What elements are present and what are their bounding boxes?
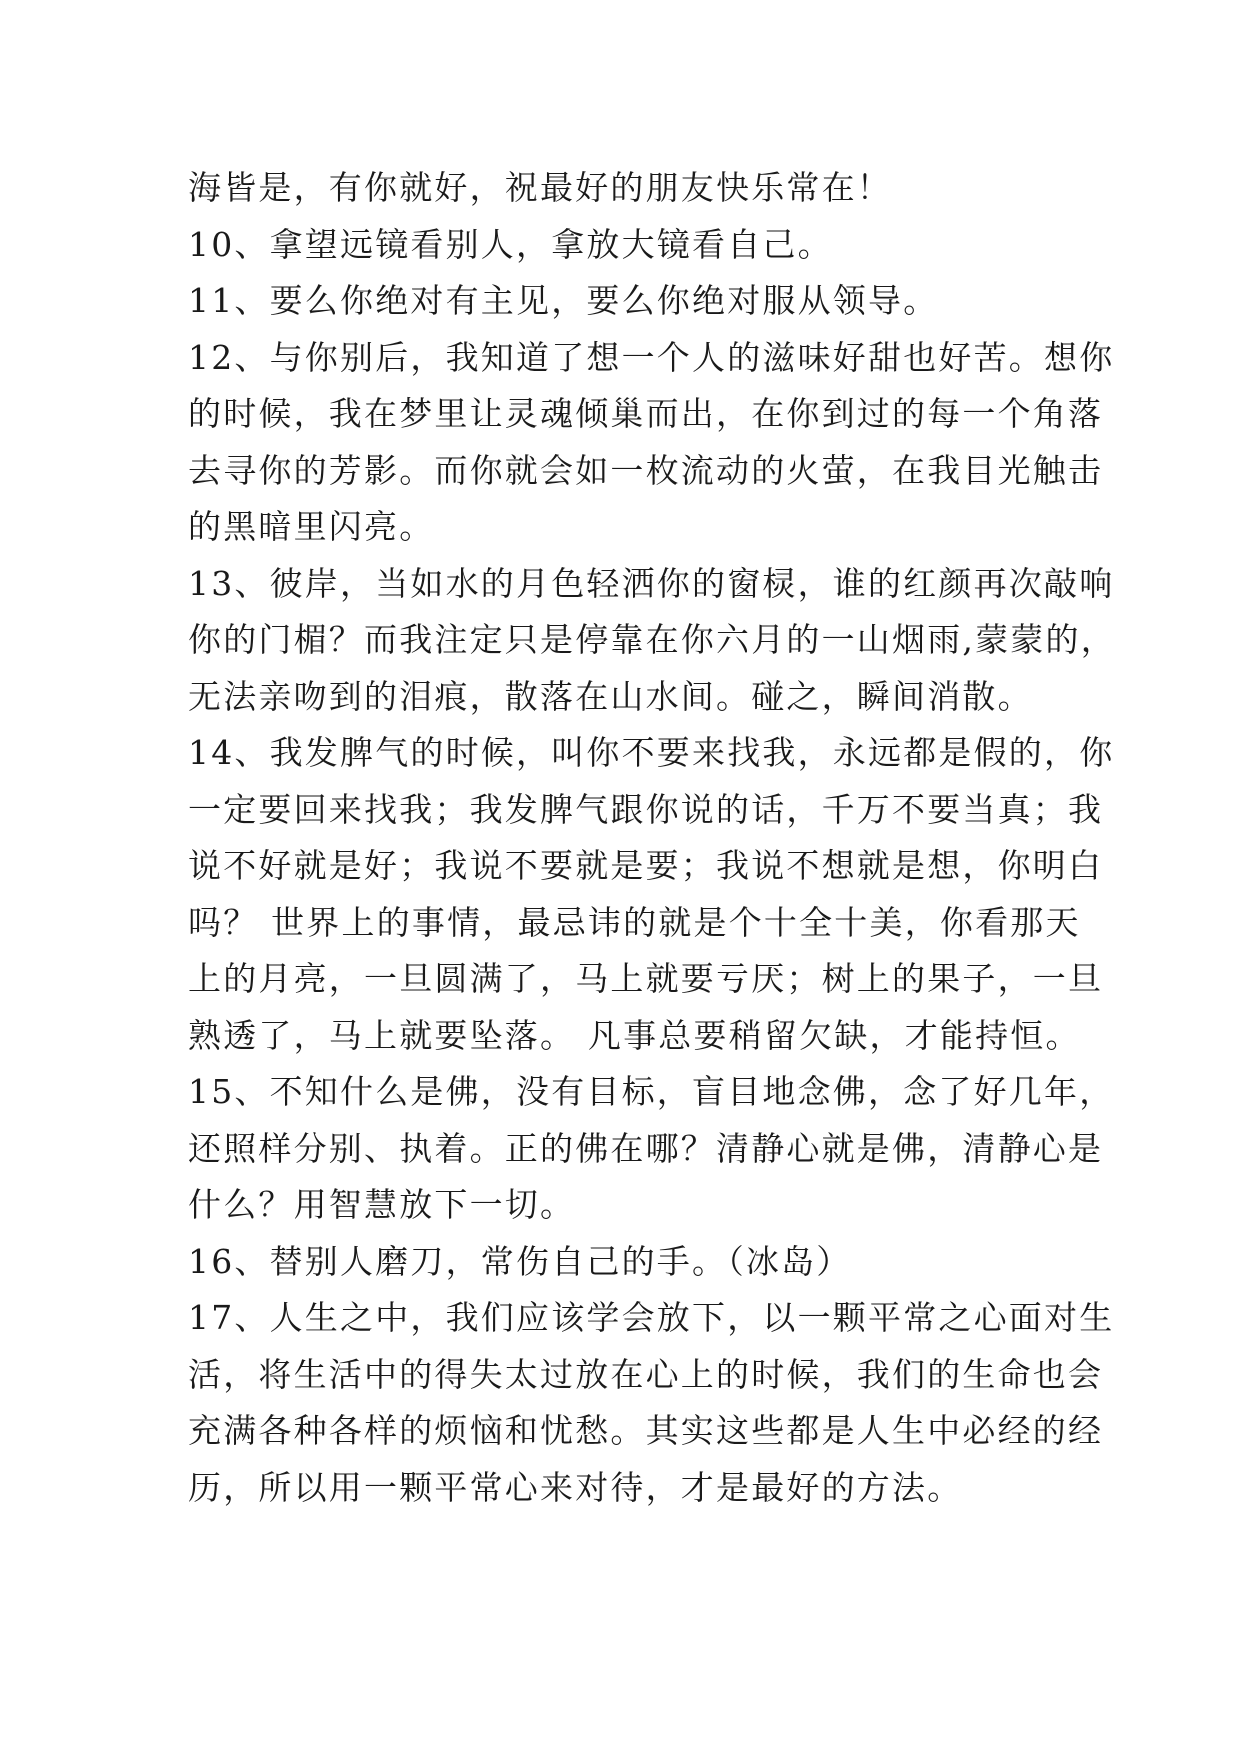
text-line: 什么？用智慧放下一切。: [188, 1185, 576, 1224]
text-line: 说不好就是好；我说不要就是要；我说不想就是想，你明白: [188, 846, 1104, 885]
text-line: 的黑暗里闪亮。: [188, 507, 435, 546]
text-line: 11、要么你绝对有主见，要么你绝对服从领导。: [188, 281, 939, 320]
text-line: 熟透了，马上就要坠落。 凡事总要稍留欠缺，才能持恒。: [188, 1015, 1081, 1055]
text-line: 历，所以用一颗平常心来对待，才是最好的方法。: [188, 1467, 963, 1507]
text-line: 上的月亮，一旦圆满了，马上就要亏厌；树上的果子，一旦: [188, 959, 1104, 998]
text-line: 你的门楣？而我注定只是停靠在你六月的一山烟雨,蒙蒙的，: [188, 620, 1116, 659]
text-line: 15、不知什么是佛，没有目标，盲目地念佛，念了好几年，: [188, 1072, 1115, 1111]
text-line: 还照样分别、执着。正的佛在哪？清静心就是佛，清静心是: [188, 1128, 1104, 1168]
text-line: 一定要回来找我；我发脾气跟你说的话，千万不要当真；我: [188, 789, 1104, 829]
text-line: 的时候，我在梦里让灵魂倾巢而出，在你到过的每一个角落: [188, 394, 1104, 433]
text-line: 无法亲吻到的泪痕，散落在山水间。碰之，瞬间消散。: [188, 676, 1033, 716]
document-body: [188, 160, 1116, 1516]
text-line: 13、彼岸，当如水的月色轻洒你的窗棂，谁的红颜再次敲响: [188, 563, 1115, 603]
text-line: 17、人生之中，我们应该学会放下，以一颗平常之心面对生: [188, 1298, 1115, 1337]
text-line: 海皆是，有你就好，祝最好的朋友快乐常在！: [188, 168, 892, 207]
text-line: 充满各种各样的烦恼和忧愁。其实这些都是人生中必经的经: [188, 1411, 1104, 1450]
text-line: 去寻你的芳影。而你就会如一枚流动的火萤，在我目光触击: [188, 450, 1104, 490]
text-line: 吗？ 世界上的事情，最忌讳的就是个十全十美，你看那天: [188, 902, 1081, 942]
text-line: 16、替别人磨刀，常伤自己的手。（冰岛）: [188, 1241, 852, 1281]
text-line: 12、与你别后，我知道了想一个人的滋味好甜也好苦。想你: [188, 337, 1115, 377]
text-line: 10、拿望远镜看别人，拿放大镜看自己。: [188, 224, 833, 264]
text-line: 活，将生活中的得失太过放在心上的时候，我们的生命也会: [188, 1354, 1104, 1394]
text-line: 14、我发脾气的时候，叫你不要来找我，永远都是假的，你: [188, 733, 1115, 772]
